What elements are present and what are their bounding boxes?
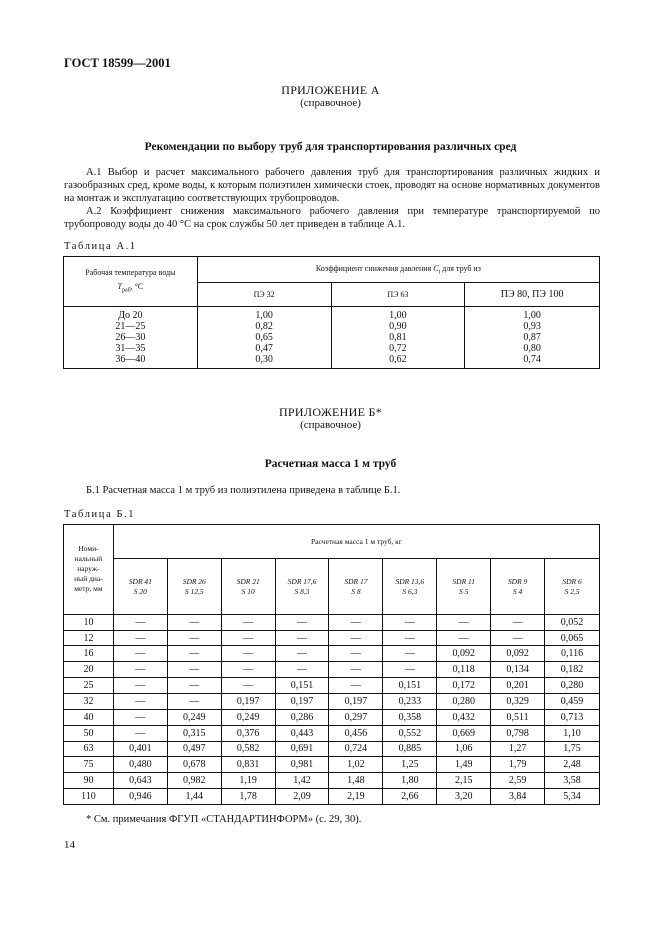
sdr-value: SDR 26	[182, 576, 206, 586]
s-value: S 10	[241, 586, 255, 596]
mass-cell: 0,885	[383, 741, 437, 757]
mass-cell: 0,401	[113, 741, 167, 757]
table-b1-diameter-header	[64, 525, 114, 615]
mass-cell: —	[491, 614, 545, 630]
mass-cell: 0,691	[275, 741, 329, 757]
mass-cell: 1,80	[383, 773, 437, 789]
mass-cell: —	[167, 694, 221, 710]
table-b1-mass-header: Расчетная масса 1 м труб, кг	[113, 525, 599, 559]
page-number: 14	[64, 839, 75, 851]
pe32-value: 0,82	[255, 321, 273, 332]
table-row	[64, 773, 600, 789]
pe32-value: 0,65	[255, 332, 273, 343]
mass-cell: —	[113, 646, 167, 662]
coef-header-post: для труб из	[442, 263, 481, 273]
diam-header-line: метр, мм	[74, 584, 103, 594]
s-value: S 8	[351, 586, 361, 596]
mass-cell: 0,552	[383, 725, 437, 741]
mass-cell: —	[383, 614, 437, 630]
mass-cell: —	[437, 630, 491, 646]
sdr-value: SDR 17,6	[287, 576, 317, 586]
diam-header-line: нальный	[74, 554, 103, 564]
mass-cell: —	[221, 678, 275, 694]
mass-cell: 0,497	[167, 741, 221, 757]
diameter-cell: 16	[64, 646, 114, 662]
mass-cell: 0,982	[167, 773, 221, 789]
mass-cell: 0,280	[437, 694, 491, 710]
mass-cell: 0,134	[491, 662, 545, 678]
table-b1-caption: Таблица Б.1	[64, 509, 136, 520]
mass-cell: —	[113, 662, 167, 678]
temp-subscript: раб	[121, 287, 131, 294]
mass-cell: 0,172	[437, 678, 491, 694]
sdr-value: SDR 6	[562, 576, 582, 586]
temp-unit: , °С	[130, 281, 144, 291]
diameter-cell: 20	[64, 662, 114, 678]
pe80-value: 0,80	[523, 343, 541, 354]
temp-values	[64, 307, 198, 369]
col-header-pe80-100: ПЭ 80, ПЭ 100	[465, 283, 600, 307]
table-a1-temp-header	[64, 257, 198, 307]
sdr-column-header	[545, 559, 600, 614]
mass-cell: 0,249	[221, 709, 275, 725]
diameter-cell: 10	[64, 614, 114, 630]
mass-cell: 1,06	[437, 741, 491, 757]
mass-cell: 1,27	[491, 741, 545, 757]
mass-cell: —	[167, 630, 221, 646]
coef-subscript: t	[438, 269, 441, 276]
document-header: ГОСТ 18599—2001	[64, 56, 171, 70]
table-a1-coef-header	[197, 257, 599, 283]
diam-header-line: ный диа-	[74, 574, 103, 584]
temp-value: 31—35	[115, 343, 146, 354]
table-a1	[63, 256, 600, 369]
mass-cell: —	[275, 614, 329, 630]
mass-cell: 5,34	[545, 789, 600, 805]
pe80-value: 0,74	[523, 354, 541, 365]
mass-cell: 0,151	[383, 678, 437, 694]
s-value: S 6,3	[402, 586, 418, 596]
mass-cell: —	[383, 630, 437, 646]
mass-cell: 0,280	[545, 678, 600, 694]
diameter-cell: 63	[64, 741, 114, 757]
mass-cell: —	[275, 646, 329, 662]
mass-cell: —	[491, 630, 545, 646]
mass-cell: 1,48	[329, 773, 383, 789]
mass-cell: 2,19	[329, 789, 383, 805]
temp-value: 36—40	[115, 354, 146, 365]
temp-value: 21—25	[115, 321, 146, 332]
mass-cell: 0,946	[113, 789, 167, 805]
mass-cell: 0,669	[437, 725, 491, 741]
mass-cell: 2,66	[383, 789, 437, 805]
mass-cell: 1,49	[437, 757, 491, 773]
mass-cell: 0,459	[545, 694, 600, 710]
pe63-value: 0,72	[389, 343, 407, 354]
mass-cell: 0,376	[221, 725, 275, 741]
s-value: S 12,5	[184, 586, 204, 596]
mass-cell: —	[167, 646, 221, 662]
mass-cell: 1,42	[275, 773, 329, 789]
pe32-value: 1,00	[255, 310, 273, 321]
mass-cell: 0,315	[167, 725, 221, 741]
mass-cell: 0,065	[545, 630, 600, 646]
mass-cell: 1,79	[491, 757, 545, 773]
mass-cell: 2,59	[491, 773, 545, 789]
mass-cell: 0,582	[221, 741, 275, 757]
s-value: S 5	[459, 586, 469, 596]
temp-value: 26—30	[115, 332, 146, 343]
diameter-cell: 110	[64, 789, 114, 805]
pe63-value: 0,62	[389, 354, 407, 365]
mass-cell: 0,092	[491, 646, 545, 662]
pe63-value: 0,90	[389, 321, 407, 332]
mass-cell: 0,249	[167, 709, 221, 725]
diameter-cell: 90	[64, 773, 114, 789]
mass-cell: —	[221, 630, 275, 646]
table-row	[64, 694, 600, 710]
mass-cell: 0,480	[113, 757, 167, 773]
mass-cell: —	[221, 662, 275, 678]
sdr-column-header	[491, 559, 545, 614]
mass-cell: 0,831	[221, 757, 275, 773]
mass-cell: 0,443	[275, 725, 329, 741]
appendix-b-subtitle: (справочное)	[300, 419, 361, 431]
mass-cell: 0,798	[491, 725, 545, 741]
mass-cell: 2,09	[275, 789, 329, 805]
table-row	[64, 741, 600, 757]
mass-cell: 0,297	[329, 709, 383, 725]
s-value: S 2,5	[564, 586, 580, 596]
mass-cell: —	[329, 630, 383, 646]
mass-cell: —	[113, 614, 167, 630]
mass-cell: 0,118	[437, 662, 491, 678]
appendix-b-title: ПРИЛОЖЕНИЕ Б*	[278, 405, 383, 419]
mass-cell: 0,329	[491, 694, 545, 710]
table-row	[64, 662, 600, 678]
mass-cell: 1,44	[167, 789, 221, 805]
mass-cell: —	[113, 678, 167, 694]
mass-cell: 1,19	[221, 773, 275, 789]
table-a1-caption: Таблица А.1	[64, 241, 137, 252]
temp-symbol: T	[117, 281, 122, 291]
sdr-column-header	[383, 559, 437, 614]
pe63-value: 0,81	[389, 332, 407, 343]
diameter-cell: 40	[64, 709, 114, 725]
mass-cell: 1,10	[545, 725, 600, 741]
mass-cell: 1,78	[221, 789, 275, 805]
diameter-cell: 25	[64, 678, 114, 694]
sdr-column-header	[275, 559, 329, 614]
table-row	[64, 789, 600, 805]
table-row	[64, 725, 600, 741]
mass-cell: —	[113, 725, 167, 741]
mass-cell: —	[167, 678, 221, 694]
mass-cell: —	[167, 614, 221, 630]
mass-cell: —	[275, 630, 329, 646]
mass-cell: —	[383, 662, 437, 678]
mass-cell: 0,286	[275, 709, 329, 725]
diameter-cell: 32	[64, 694, 114, 710]
mass-cell: 0,678	[167, 757, 221, 773]
sdr-value: SDR 11	[452, 576, 475, 586]
footnote: * См. примечания ФГУП «СТАНДАРТИНФОРМ» (с. 29, 30).	[86, 814, 362, 825]
pe80-value: 1,00	[523, 310, 541, 321]
mass-cell: 0,092	[437, 646, 491, 662]
mass-cell: 0,197	[329, 694, 383, 710]
appendix-a-paragraph-2: А.2 Коэффициент снижения максимального рабочего давления при температуре транспортируемой по трубопроводу воды до 40 °С на срок службы 50 лет приведен в таблице А.1.	[64, 206, 600, 230]
sdr-column-header	[329, 559, 383, 614]
sdr-column-header	[221, 559, 275, 614]
sdr-value: SDR 13,6	[395, 576, 425, 586]
s-value: S 8,3	[294, 586, 310, 596]
table-row	[64, 757, 600, 773]
mass-cell: 0,432	[437, 709, 491, 725]
pe32-value: 0,47	[255, 343, 273, 354]
appendix-a-subtitle: (справочное)	[300, 97, 361, 109]
diameter-cell: 12	[64, 630, 114, 646]
mass-cell: 0,981	[275, 757, 329, 773]
pe80-value: 0,87	[523, 332, 541, 343]
sdr-column-header	[437, 559, 491, 614]
mass-cell: 1,75	[545, 741, 600, 757]
pe32-value: 0,30	[255, 354, 273, 365]
sdr-value: SDR 21	[236, 576, 260, 586]
mass-cell: —	[221, 614, 275, 630]
mass-cell: 1,25	[383, 757, 437, 773]
table-row	[64, 709, 600, 725]
mass-cell: 0,052	[545, 614, 600, 630]
s-value: S 20	[133, 586, 147, 596]
pe80-values	[465, 307, 600, 369]
mass-cell: 0,724	[329, 741, 383, 757]
table-row	[64, 678, 600, 694]
mass-cell: —	[329, 678, 383, 694]
appendix-a-paragraph-1: А.1 Выбор и расчет максимального рабочего давления труб для транспортирования различных жидких и газообразных сред, кроме воды, к которым полиэтилен химически стоек, проводят на основе нормативных документов на монтаж и эксплуатацию соответствующих трубопроводов.	[64, 167, 600, 204]
temp-value: До 20	[118, 310, 143, 321]
mass-cell: 0,197	[221, 694, 275, 710]
appendix-a-heading: Рекомендации по выбору труб для транспортирования различных сред	[144, 141, 517, 153]
coef-header-pre: Коэффициент снижения давления	[315, 263, 432, 273]
mass-cell: —	[221, 646, 275, 662]
mass-cell: —	[167, 662, 221, 678]
col-header-pe63: ПЭ 63	[331, 283, 465, 307]
mass-cell: —	[437, 614, 491, 630]
temp-header-label: Рабочая температура воды	[85, 267, 176, 277]
appendix-a-title: ПРИЛОЖЕНИЕ А	[281, 83, 380, 97]
table-b1	[63, 524, 600, 805]
mass-cell: —	[113, 709, 167, 725]
pe63-value: 1,00	[389, 310, 407, 321]
mass-cell: 3,58	[545, 773, 600, 789]
mass-cell: —	[383, 646, 437, 662]
mass-cell: 0,456	[329, 725, 383, 741]
mass-cell: 0,713	[545, 709, 600, 725]
mass-cell: 0,643	[113, 773, 167, 789]
table-row	[64, 630, 600, 646]
mass-cell: 0,151	[275, 678, 329, 694]
mass-cell: 2,15	[437, 773, 491, 789]
mass-cell: —	[113, 694, 167, 710]
mass-cell: 0,201	[491, 678, 545, 694]
mass-cell: 3,20	[437, 789, 491, 805]
coef-symbol: C	[433, 263, 439, 273]
mass-cell: 0,233	[383, 694, 437, 710]
mass-cell: —	[329, 614, 383, 630]
diameter-cell: 75	[64, 757, 114, 773]
col-header-pe32: ПЭ 32	[197, 283, 331, 307]
mass-cell: —	[329, 662, 383, 678]
mass-cell: 3,84	[491, 789, 545, 805]
sdr-column-header	[113, 559, 167, 614]
appendix-b-heading: Расчетная масса 1 м труб	[264, 458, 397, 470]
sdr-value: SDR 9	[507, 576, 528, 586]
mass-cell: 0,511	[491, 709, 545, 725]
mass-cell: 0,358	[383, 709, 437, 725]
pe80-value: 0,93	[523, 321, 541, 332]
s-value: S 4	[512, 586, 523, 596]
mass-cell: 1,02	[329, 757, 383, 773]
table-row	[64, 614, 600, 630]
table-row	[64, 646, 600, 662]
mass-cell: —	[275, 662, 329, 678]
mass-cell: 0,116	[545, 646, 600, 662]
diam-header-line: наруж-	[77, 564, 100, 574]
appendix-b-paragraph-1: Б.1 Расчетная масса 1 м труб из полиэтилена приведена в таблице Б.1.	[86, 485, 401, 496]
diam-header-line: Номи-	[78, 544, 99, 554]
pe63-values	[331, 307, 465, 369]
mass-cell: 0,182	[545, 662, 600, 678]
mass-cell: —	[113, 630, 167, 646]
sdr-value: SDR 41	[128, 576, 152, 586]
mass-cell: 2,48	[545, 757, 600, 773]
sdr-value: SDR 17	[344, 576, 368, 586]
diameter-cell: 50	[64, 725, 114, 741]
sdr-column-header	[167, 559, 221, 614]
mass-cell: 0,197	[275, 694, 329, 710]
pe32-values	[197, 307, 331, 369]
mass-cell: —	[329, 646, 383, 662]
